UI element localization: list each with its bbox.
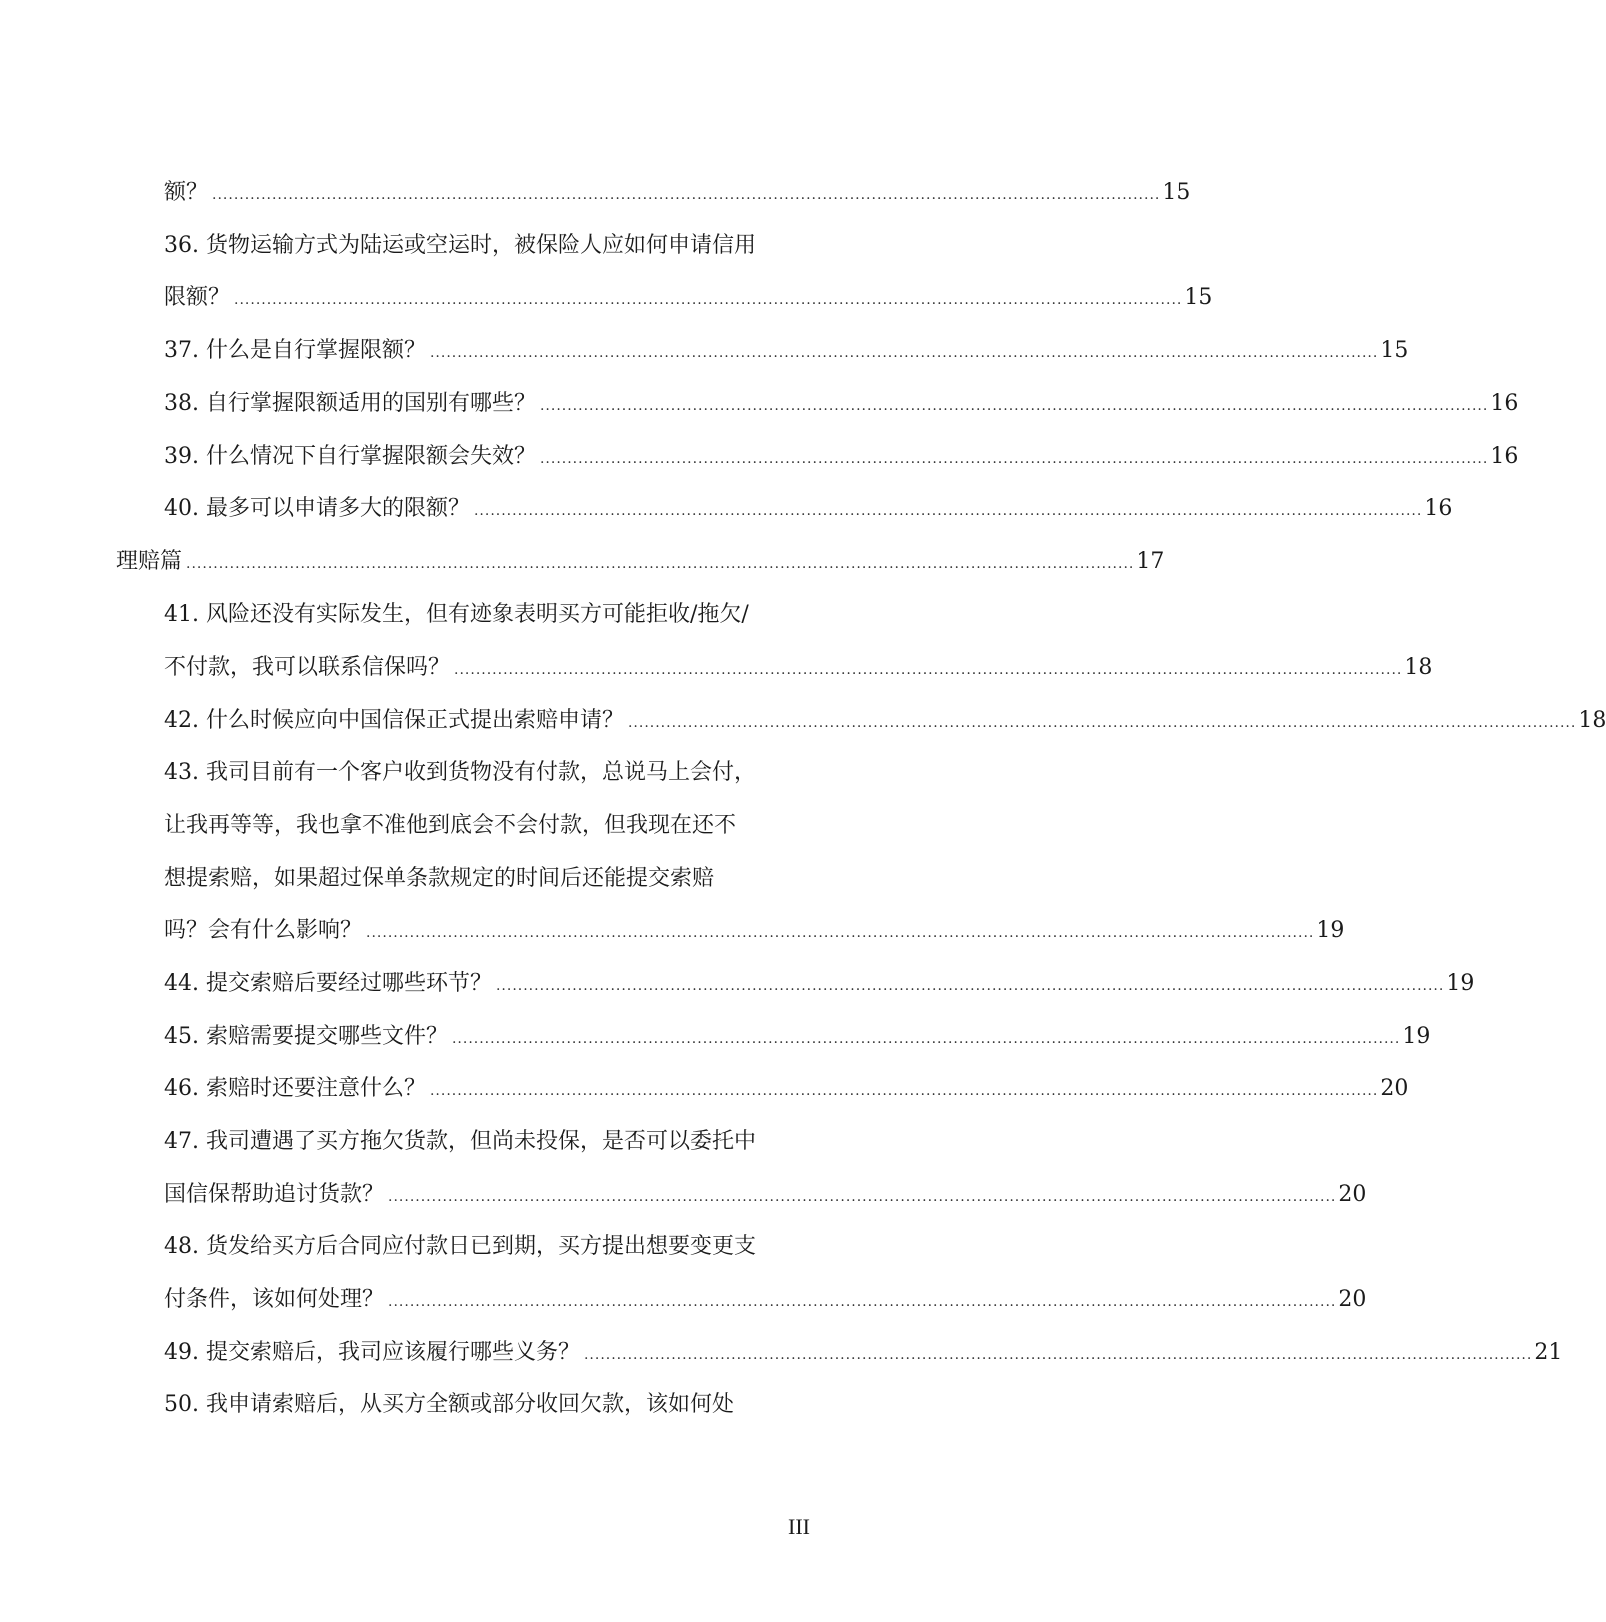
toc-entry[interactable]	[0, 862, 953, 896]
toc-entry[interactable]	[0, 440, 1519, 474]
toc-entry-text: 40. 最多可以申请多大的限额？	[164, 496, 470, 521]
toc-entry[interactable]	[0, 1125, 953, 1159]
toc-entry[interactable]	[0, 229, 953, 263]
toc-entry-text: 47. 我司遭遇了买方拖欠货款，但尚未投保，是否可以委托中	[164, 1129, 756, 1154]
toc-entry-text: 48. 货发给买方后合同应付款日已到期，买方提出想要变更支	[164, 1234, 756, 1259]
toc-leader: ..............................................................................................................................................................................	[429, 345, 1379, 361]
toc-leader: ..............................................................................................................................................................................	[234, 292, 1183, 308]
toc-entry[interactable]	[0, 914, 1345, 948]
toc-entry-text: 41. 风险还没有实际发生，但有迹象表明买方可能拒收/拖欠/	[164, 602, 749, 627]
toc-entry-page: 21	[1534, 1340, 1563, 1365]
toc-leader: ..............................................................................................................................................................................	[388, 1189, 1337, 1205]
toc-entry-page: 16	[1490, 444, 1519, 469]
toc-leader: ..............................................................................................................................................................................	[366, 925, 1315, 941]
toc-entry[interactable]	[0, 598, 953, 632]
toc-entry-text: 37. 什么是自行掌握限额？	[164, 338, 426, 363]
toc-entry[interactable]	[0, 704, 1606, 738]
toc-entry-page: 16	[1490, 391, 1519, 416]
toc-leader: ..............................................................................................................................................................................	[451, 1031, 1401, 1047]
toc-leader: ..............................................................................................................................................................................	[495, 978, 1445, 994]
toc-entry[interactable]	[0, 1072, 1409, 1106]
toc-entry-text: 49. 提交索赔后，我司应该履行哪些义务？	[164, 1340, 580, 1365]
toc-entry-text: 42. 什么时候应向中国信保正式提出索赔申请？	[164, 708, 624, 733]
toc-entry-text: 46. 索赔时还要注意什么？	[164, 1076, 426, 1101]
toc-entry[interactable]	[0, 492, 1453, 526]
toc-entry-page: 20	[1380, 1076, 1409, 1101]
toc-entry-page: 18	[1404, 655, 1433, 680]
toc-entry-text: 38. 自行掌握限额适用的国别有哪些？	[164, 391, 536, 416]
toc-section-page: 17	[1136, 549, 1165, 574]
toc-entry[interactable]	[0, 1388, 953, 1422]
toc-entry[interactable]	[0, 281, 1213, 315]
toc-leader: ..............................................................................................................................................................................	[473, 503, 1423, 519]
toc-entry-page: 20	[1338, 1287, 1367, 1312]
toc-entry-text: 不付款，我可以联系信保吗？	[164, 655, 451, 680]
toc-entry[interactable]	[0, 756, 953, 790]
toc-entry-text: 吗？会有什么影响？	[164, 918, 363, 943]
toc-entry-text: 想提索赔，如果超过保单条款规定的时间后还能提交索赔	[164, 866, 715, 891]
toc-entry-page: 18	[1578, 708, 1606, 733]
toc-entry[interactable]	[0, 651, 1433, 685]
toc-section[interactable]	[0, 545, 1165, 579]
toc-leader: ..............................................................................................................................................................................	[186, 556, 1135, 572]
toc-entry-page: 19	[1316, 918, 1345, 943]
toc-entry-text: 让我再等等，我也拿不准他到底会不会付款，但我现在还不	[164, 813, 737, 838]
toc-leader: ..............................................................................................................................................................................	[212, 187, 1161, 203]
toc-entry-page: 19	[1402, 1024, 1431, 1049]
toc-entry-text: 43. 我司目前有一个客户收到货物没有付款，总说马上会付，	[164, 760, 756, 785]
toc-leader: ..............................................................................................................................................................................	[539, 398, 1489, 414]
toc-entry-text: 39. 什么情况下自行掌握限额会失效？	[164, 444, 536, 469]
toc-entry-page: 19	[1446, 971, 1475, 996]
toc-entry-page: 16	[1424, 496, 1453, 521]
toc-entry-text: 44. 提交索赔后要经过哪些环节？	[164, 971, 492, 996]
toc-leader: ..............................................................................................................................................................................	[454, 662, 1403, 678]
toc-entry[interactable]	[0, 1178, 1367, 1212]
toc-entry-page: 15	[1162, 180, 1191, 205]
toc-entry[interactable]	[0, 1230, 953, 1264]
toc-leader: ..............................................................................................................................................................................	[429, 1083, 1379, 1099]
toc-entry-text: 付条件，该如何处理？	[164, 1287, 385, 1312]
toc-entry-text: 45. 索赔需要提交哪些文件？	[164, 1024, 448, 1049]
page-number: III	[788, 1514, 810, 1539]
toc-entry[interactable]	[0, 809, 953, 843]
toc-entry[interactable]	[0, 334, 1409, 368]
toc-entry-page: 20	[1338, 1182, 1367, 1207]
toc-entry-page: 15	[1380, 338, 1409, 363]
toc-entry[interactable]	[0, 1336, 1563, 1370]
toc-entry[interactable]	[0, 176, 1191, 210]
toc-leader: ..............................................................................................................................................................................	[539, 451, 1489, 467]
toc-leader: ..............................................................................................................................................................................	[583, 1347, 1533, 1363]
toc-entry-page: 15	[1184, 285, 1213, 310]
toc-entry[interactable]	[0, 1283, 1367, 1317]
toc-entry[interactable]	[0, 1020, 1431, 1054]
toc-section-title: 理赔篇	[116, 549, 183, 574]
toc-entry[interactable]	[0, 967, 1475, 1001]
toc-entry-text: 国信保帮助追讨货款？	[164, 1182, 385, 1207]
toc-entry-text: 50. 我申请索赔后，从买方全额或部分收回欠款，该如何处	[164, 1392, 734, 1417]
toc-leader: ..............................................................................................................................................................................	[388, 1294, 1337, 1310]
toc-entry-text: 限额？	[164, 285, 231, 310]
toc-entry[interactable]	[0, 387, 1519, 421]
toc-leader: ..............................................................................................................................................................................	[627, 715, 1577, 731]
toc-entry-text: 额？	[164, 180, 209, 205]
toc-entry-text: 36. 货物运输方式为陆运或空运时，被保险人应如何申请信用	[164, 233, 756, 258]
